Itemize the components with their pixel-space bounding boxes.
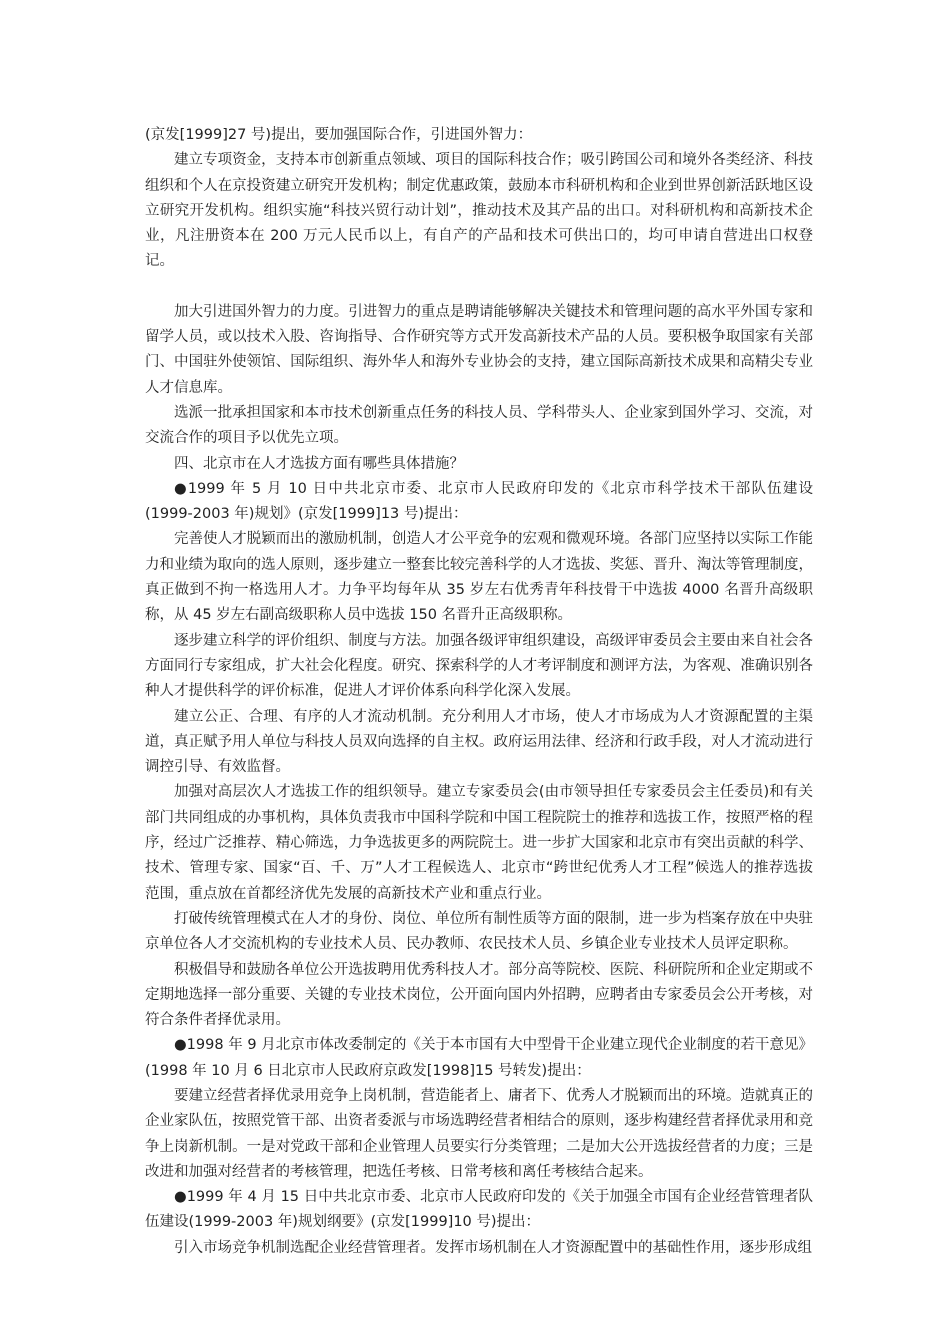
- paragraph: 打破传统管理模式在人才的身份、岗位、单位所有制性质等方面的限制，进一步为档案存放在中央驻京单位各人才交流机构的专业技术人员、民办教师、农民技术人员、乡镇企业专业技术人员评定职称。: [145, 910, 813, 953]
- bullet-paragraph: ●1999 年 4 月 15 日中共北京市委、北京市人民政府印发的《关于加强全市国有企业经营管理者队伍建设(1999-2003 年)规划纲要》(京发[1999]10 号)提出：: [145, 1189, 813, 1231]
- paragraph: 建立公正、合理、有序的人才流动机制。充分利用人才市场，使人才市场成为人才资源配置的主渠道，真正赋予用人单位与科技人员双向选择的自主权。政府运用法律、经济和行政手段，对人才流动进行调控引导、有效监督。: [145, 708, 813, 776]
- paragraph: 加强对高层次人才选拔工作的组织领导。建立专家委员会(由市领导担任专家委员会主任委员)和有关部门共同组成的办事机构，具体负责我市中国科学院和中国工程院院士的推荐和选拔工作，按照严格的程序，经过广泛推荐、精心筛选，力争选拔更多的两院院士。进一步扩大国家和北京市有突出贡献的科学、技术、管理专家、国家“百、千、万”人才工程候选人、北京市“跨世纪优秀人才工程”候选人的推荐选拔范围，重点放在首都经济优先发展的高新技术产业和重点行业。: [145, 784, 813, 902]
- document-body: [145, 123, 813, 1261]
- blank-line: [145, 275, 813, 300]
- paragraph: 加大引进国外智力的力度。引进智力的重点是聘请能够解决关键技术和管理问题的高水平外国专家和留学人员，或以技术入股、咨询指导、合作研究等方式开发高新技术产品的人员。要积极争取国家有关部门、中国驻外使领馆、国际组织、海外华人和海外专业协会的支持，建立国际高新技术成果和高精尖专业人才信息库。: [145, 303, 813, 396]
- paragraph: (京发[1999]27 号)提出，要加强国际合作，引进国外智力：: [145, 127, 533, 143]
- bullet-paragraph: ●1998 年 9 月北京市体改委制定的《关于本市国有大中型骨干企业建立现代企业制度的若干意见》(1998 年 10 月 6 日北京市人民政府京政发[1998]15 号转发)提出：: [145, 1037, 813, 1079]
- paragraph: 引入市场竞争机制选配企业经营管理者。发挥市场机制在人才资源配置中的基础性作用，逐步形成组: [174, 1239, 812, 1256]
- paragraph: 完善使人才脱颖而出的激励机制，创造人才公平竞争的宏观和微观环境。各部门应坚持以实际工作能力和业绩为取向的选人原则，逐步建立一整套比较完善科学的人才选拔、奖惩、晋升、淘汰等管理制度，真正做到不拘一格选用人才。力争平均每年从 35 岁左右优秀青年科技骨干中选拔 4000 名晋升高级职称，从 45 岁左右副高级职称人员中选拔 150 名晋升正高级职称。: [145, 531, 813, 624]
- bullet-paragraph: ●1999 年 5 月 10 日中共北京市委、北京市人民政府印发的《北京市科学技术干部队伍建设(1999-2003 年)规划》(京发[1999]13 号)提出：: [145, 480, 813, 523]
- paragraph: 建立专项资金，支持本市创新重点领域、项目的国际科技合作；吸引跨国公司和境外各类经济、科技组织和个人在京投资建立研究开发机构；制定优惠政策，鼓励本市科研机构和企业到世界创新活跃地区设立研究开发机构。组织实施“科技兴贸行动计划”，推动技术及其产品的出口。对科研机构和高新技术企业，凡注册资本在 200 万元人民币以上，有自产的产品和技术可供出口的，均可申请自营进出口权登记。: [145, 152, 813, 270]
- paragraph: 积极倡导和鼓励各单位公开选拔聘用优秀科技人才。部分高等院校、医院、科研院所和企业定期或不定期地选择一部分重要、关键的专业技术岗位，公开面向国内外招聘，应聘者由专家委员会公开考核，对符合条件者择优录用。: [145, 961, 813, 1029]
- paragraph: 逐步建立科学的评价组织、制度与方法。加强各级评审组织建设，高级评审委员会主要由来自社会各方面同行专家组成，扩大社会化程度。研究、探索科学的人才考评制度和测评方法，为客观、准确识别各种人才提供科学的评价标准，促进人才评价体系向科学化深入发展。: [145, 632, 813, 700]
- paragraph: 要建立经营者择优录用竞争上岗机制，营造能者上、庸者下、优秀人才脱颖而出的环境。造就真正的企业家队伍，按照党管干部、出资者委派与市场选聘经营者相结合的原则，逐步构建经营者择优录用和竞争上岗新机制。一是对党政干部和企业管理人员要实行分类管理；二是加大公开选拔经营者的力度；三是改进和加强对经营者的考核管理，把选任考核、日常考核和离任考核结合起来。: [145, 1087, 813, 1180]
- section-heading: 四、北京市在人才选拔方面有哪些具体措施？: [174, 455, 464, 472]
- paragraph: 选派一批承担国家和本市技术创新重点任务的科技人员、学科带头人、企业家到国外学习、交流，对交流合作的项目予以优先立项。: [145, 404, 813, 447]
